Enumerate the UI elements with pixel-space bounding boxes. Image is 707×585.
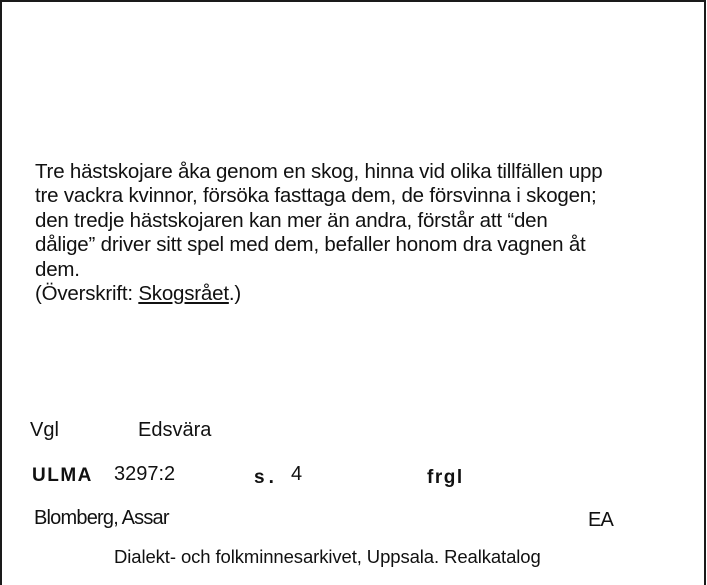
recorder-name: Blomberg, Assar (34, 507, 169, 529)
description-line: Tre hästskojare åka genom en skog, hinna vid olika tillfällen upp (35, 160, 603, 183)
card-description (35, 160, 685, 306)
page-label: s. (254, 467, 278, 488)
description-line: tre vackra kvinnor, försöka fasttaga dem, de försvinna i skogen; (35, 184, 597, 208)
heading-note (35, 282, 685, 306)
page-number: 4 (291, 463, 303, 485)
province: Vgl (30, 419, 59, 441)
heading-title: Skogsrået (138, 282, 229, 306)
archive-code: ULMA (32, 465, 93, 486)
recorder-initials: EA (588, 509, 614, 531)
heading-prefix: (Överskrift: (35, 282, 139, 306)
parish: Edsvära (138, 419, 212, 441)
description-line: dem. (35, 257, 80, 281)
description-line: dålige” driver sitt spel med dem, befaller honom dra vagnen åt (35, 233, 586, 257)
category-code: frgl (427, 467, 464, 488)
institution-footer: Dialekt- och folkminnesarkivet, Uppsala. Realkatalog (114, 546, 541, 567)
description-line: den tredje hästskojaren kan mer än andra, förstår att “den (35, 208, 548, 232)
archive-number: 3297:2 (114, 463, 176, 485)
heading-suffix: .) (228, 282, 241, 306)
